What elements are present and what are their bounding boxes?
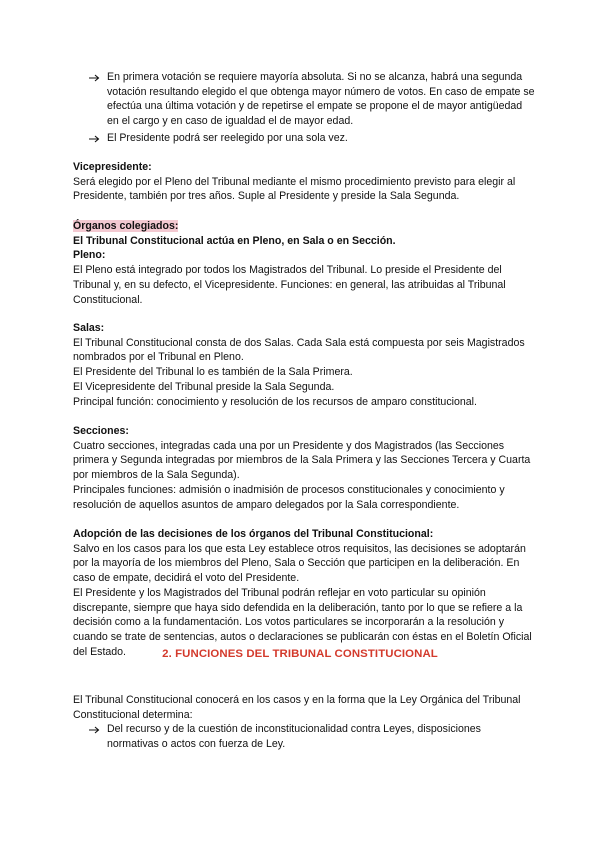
adopcion-line: El Presidente y los Magistrados del Tribunal podrán reflejar en voto particular su opinión discrepante, siempre que haya sido defendida en la deliberación, tanto por lo que se refiere a la decisión como a la fundamentación. Los votos particulares se incorporarán a la resolución y cuando se trate de sentencias, autos o declaraciones se publicarán con éstas en el Boletín Oficial del Estado.: [73, 586, 532, 658]
secciones-heading: Secciones:: [73, 425, 129, 437]
list-item: [89, 722, 535, 751]
bullet-text: El Presidente podrá ser reelegido por una sola vez.: [107, 132, 348, 144]
organos-section: [73, 219, 533, 307]
arrow-bullet-icon: [89, 722, 100, 734]
vicepresidente-heading: Vicepresidente:: [73, 161, 152, 173]
secciones-section: [73, 424, 533, 512]
arrow-bullet-icon: [89, 131, 100, 143]
secciones-line: Cuatro secciones, integradas cada una por un Presidente y dos Magistrados (las Secciones primera y Segunda integradas por miembros de la Sala Primera y las Secciones Tercera y Cuarta por miembros de la Sala Segunda).: [73, 439, 531, 482]
pleno-text: El Pleno está integrado por todos los Magistrados del Tribunal. Lo preside el Presidente del Tribunal y, en su defecto, el Vicepresidente. Funciones: en general, las atribuidas al Tribunal Constitucional.: [73, 264, 506, 306]
bullet-text: Del recurso y de la cuestión de inconstitucionalidad contra Leyes, disposiciones normativas o actos con fuerza de Ley.: [107, 723, 481, 750]
adopcion-section: [73, 527, 533, 659]
salas-line: El Vicepresidente del Tribunal preside la Sala Segunda.: [73, 380, 335, 393]
vicepresidente-section: [73, 160, 533, 204]
salas-line: El Tribunal Constitucional consta de dos Salas. Cada Sala está compuesta por seis Magistrados nombrados por el Tribunal en Pleno.: [73, 336, 525, 364]
organos-heading: Órganos colegiados:: [73, 220, 179, 232]
secciones-line: Principales funciones: admisión o inadmisión de procesos constitucionales y conocimiento y resolución de aquellos asuntos de amparo delegados por la Sala correspondiente.: [73, 483, 505, 511]
salas-line: Principal función: conocimiento y resolución de los recursos de amparo constitucional.: [73, 395, 477, 408]
salas-section: [73, 321, 533, 409]
pleno-heading: Pleno:: [73, 249, 106, 262]
vicepresidente-text: Será elegido por el Pleno del Tribunal mediante el mismo procedimiento previsto para elegir al Presidente, también por tres años. Suple al Presidente y preside la Sala Segunda.: [73, 175, 516, 203]
section-title: 2. FUNCIONES DEL TRIBUNAL CONSTITUCIONAL: [162, 648, 438, 660]
list-item: [89, 70, 535, 129]
arrow-bullet-icon: [89, 70, 100, 82]
organos-subheading: El Tribunal Constitucional actúa en Pleno, en Sala o en Sección.: [73, 234, 396, 247]
list-item: [89, 131, 535, 146]
salas-line: El Presidente del Tribunal lo es también de la Sala Primera.: [73, 366, 353, 379]
section2-intro: El Tribunal Constitucional conocerá en los casos y en la forma que la Ley Orgánica del Tribunal Constitucional determina:: [73, 694, 521, 721]
adopcion-heading: Adopción de las decisiones de los órganos del Tribunal Constitucional:: [73, 528, 434, 540]
salas-heading: Salas:: [73, 322, 105, 334]
adopcion-line: Salvo en los casos para los que esta Ley establece otros requisitos, las decisiones se adoptarán por la mayoría de los miembros del Pleno, Sala o Sección que participen en la deliberación. En caso de empate, decidirá el voto del Presidente.: [73, 542, 526, 585]
bullet-text: En primera votación se requiere mayoría absoluta. Si no se alcanza, habrá una segunda votación resultando elegido el que obtenga mayor número de votos. En caso de empate se efectúa una última votación y de repetirse el empate se propone el de mayor antigüedad en el cargo y en caso de igualdad el de mayor edad.: [107, 71, 535, 128]
